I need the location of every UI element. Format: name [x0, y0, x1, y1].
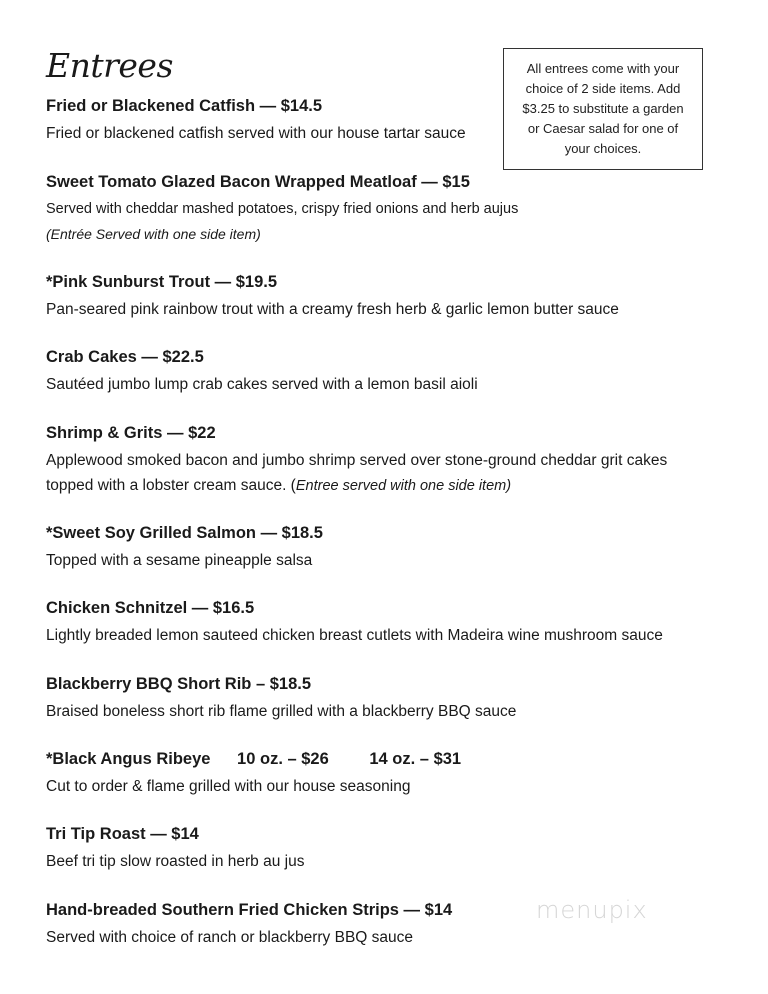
menu-item-chicken-schnitzel — [46, 597, 663, 648]
item-description: Topped with a sesame pineapple salsa — [46, 552, 313, 569]
item-description: Beef tri tip slow roasted in herb au jus — [46, 853, 305, 870]
note-line: All entrees come with your — [526, 61, 680, 76]
item-title: Blackberry BBQ Short Rib – $18.5 — [46, 675, 312, 693]
item-title: Hand-breaded Southern Fried Chicken Strips — $14 — [46, 901, 453, 919]
item-title-row — [46, 748, 461, 770]
menu-item-catfish — [46, 95, 466, 146]
item-description: Braised boneless short rib flame grilled with a blackberry BBQ sauce — [46, 703, 517, 720]
item-title: Shrimp & Grits — $22 — [46, 424, 216, 442]
item-note: Entree served with one side item) — [295, 478, 512, 494]
item-title: Tri Tip Roast — $14 — [46, 825, 199, 843]
item-description-text: topped with a lobster cream sauce. ( — [46, 477, 296, 494]
item-description: Lightly breaded lemon sauteed chicken breast cutlets with Madeira wine mushroom sauce — [46, 627, 663, 644]
note-line: your choices. — [564, 141, 642, 156]
item-description: Served with choice of ranch or blackberry BBQ sauce — [46, 929, 414, 946]
menu-item-tri-tip — [46, 823, 304, 874]
item-description: Fried or blackened catfish served with our house tartar sauce — [46, 125, 466, 142]
item-price-10oz: 10 oz. – $26 — [237, 750, 329, 768]
menu-item-ribeye — [46, 748, 461, 799]
watermark-logo: menupix — [536, 896, 648, 924]
item-description: Served with cheddar mashed potatoes, crispy fried onions and herb aujus — [46, 201, 519, 217]
menu-item-short-rib — [46, 673, 516, 724]
menu-item-trout — [46, 271, 619, 322]
item-description-continued — [46, 473, 667, 499]
menu-item-chicken-strips — [46, 899, 452, 950]
item-price-14oz: 14 oz. – $31 — [369, 750, 462, 768]
menu-item-salmon — [46, 522, 323, 573]
note-line: $3.25 to substitute a garden — [522, 101, 684, 116]
item-description: Cut to order & flame grilled with our house seasoning — [46, 778, 411, 795]
item-title: *Sweet Soy Grilled Salmon — $18.5 — [46, 524, 323, 542]
item-title: Chicken Schnitzel — $16.5 — [46, 599, 255, 617]
note-line: or Caesar salad for one of — [527, 121, 679, 136]
item-description: Applewood smoked bacon and jumbo shrimp served over stone-ground cheddar grit cakes — [46, 452, 668, 469]
menu-item-crab-cakes — [46, 346, 478, 397]
item-title: Crab Cakes — $22.5 — [46, 348, 204, 366]
item-title: Fried or Blackened Catfish — $14.5 — [46, 97, 323, 115]
item-note: (Entrée Served with one side item) — [46, 226, 261, 242]
item-title: *Black Angus Ribeye — [46, 750, 211, 768]
item-description: Sautéed jumbo lump crab cakes served with a lemon basil aioli — [46, 376, 478, 393]
side-items-note — [503, 48, 703, 170]
menu-item-meatloaf — [46, 171, 518, 246]
note-line: choice of 2 side items. Add — [525, 81, 681, 96]
item-title: Sweet Tomato Glazed Bacon Wrapped Meatloaf — $15 — [46, 173, 470, 191]
page-title: Entrees — [46, 46, 173, 85]
item-description: Pan-seared pink rainbow trout with a creamy fresh herb & garlic lemon butter sauce — [46, 301, 619, 318]
menu-item-shrimp-grits — [46, 422, 667, 499]
item-title: *Pink Sunburst Trout — $19.5 — [46, 273, 278, 291]
